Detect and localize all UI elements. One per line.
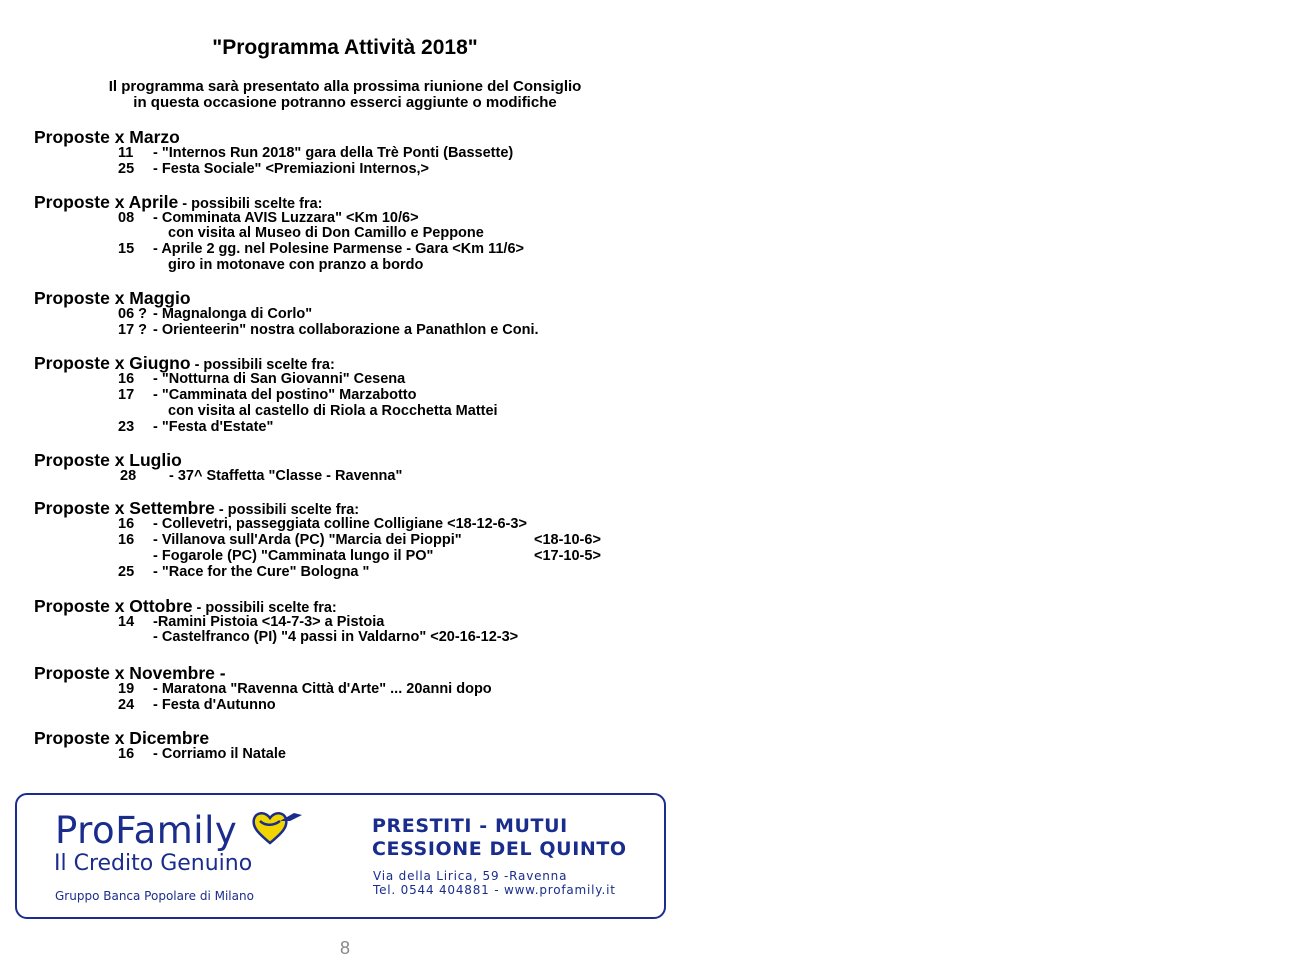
event-description: - Comminata AVIS Luzzara" <Km 10/6> [153, 209, 419, 226]
event-day: 14 [118, 613, 135, 630]
event-description: - Corriamo il Natale [153, 745, 286, 762]
event-row [34, 615, 674, 631]
services-title [372, 815, 627, 861]
event-description: - Villanova sull'Arda (PC) "Marcia dei Pioppi" [153, 532, 462, 549]
event-day: 25 [118, 160, 135, 177]
month-heading [34, 597, 674, 615]
event-day: 16 [118, 745, 135, 762]
page-number: 8 [340, 938, 351, 958]
month-heading-label: Proposte x Aprile [34, 191, 179, 212]
event-row [34, 211, 674, 227]
event-row [34, 242, 674, 258]
event-description: - "Notturna di San Giovanni" Cesena [153, 371, 406, 388]
contact-info [373, 869, 616, 897]
intro-line: in questa occasione potranno esserci aggiunte o modifiche [133, 94, 557, 111]
event-distances: <18-10-6> [534, 532, 601, 549]
month-heading-note: - possibili scelte fra: [214, 502, 360, 519]
event-description: - Castelfranco (PI) "4 passi in Valdarno" <20-16-12-3> [153, 629, 519, 646]
event-row [34, 323, 674, 339]
event-description: - "Camminata del postino" Marzabotto [153, 387, 417, 404]
month-heading [34, 451, 674, 469]
month-heading-label: Proposte x Settembre [34, 498, 215, 519]
event-row [34, 469, 674, 485]
intro-line: Il programma sarà presentato alla prossima riunione del Consiglio [108, 78, 582, 95]
month-section [34, 499, 674, 580]
event-row [34, 698, 674, 714]
event-day: 16 [118, 532, 135, 549]
event-description: con visita al castello di Riola a Rocchetta Mattei [168, 402, 498, 419]
event-description: - "Internos Run 2018" gara della Trè Ponti (Bassette) [153, 145, 514, 161]
event-description: - Collevetri, passeggiata colline Colligiane <18-12-6-3> [153, 516, 527, 533]
event-distances: <17-10-5> [534, 547, 601, 564]
brand-slogan: Il Credito Genuino [54, 851, 253, 876]
event-row [34, 388, 674, 404]
event-day: 24 [118, 696, 135, 713]
month-section [34, 451, 674, 485]
phone-web-text: Tel. 0544 404881 - www.profamily.it [373, 883, 616, 897]
event-day: 25 [118, 563, 135, 580]
month-heading-note: - possibili scelte fra: [190, 357, 335, 374]
month-section [34, 289, 674, 339]
month-section [34, 664, 674, 714]
page-title: "Programma Attività 2018" [212, 36, 478, 59]
event-description: - "Festa d'Estate" [153, 418, 274, 435]
event-description: - Festa Sociale" <Premiazioni Internos,> [153, 160, 430, 177]
event-row [34, 747, 674, 763]
event-description: - Aprile 2 gg. nel Polesine Parmense - Gara <Km 11/6> [153, 241, 524, 258]
event-row [34, 565, 674, 581]
month-section [34, 597, 674, 647]
event-row [34, 549, 674, 565]
event-day: 16 [118, 516, 135, 533]
event-row [34, 517, 674, 533]
event-description: - Orienteerin" nostra collaborazione a Panathlon e Coni. [153, 321, 539, 338]
event-row [34, 420, 674, 436]
month-section [34, 128, 674, 178]
month-heading-label: Proposte x Marzo [34, 127, 180, 147]
event-row [34, 226, 674, 242]
month-heading-label: Proposte x Luglio [34, 449, 182, 470]
month-heading [34, 128, 674, 146]
event-day: 23 [118, 418, 135, 435]
brand-logo-text: ProFamily [55, 809, 238, 852]
event-day: 06 ? [118, 305, 148, 322]
month-heading [34, 499, 674, 517]
intro-note [0, 79, 690, 111]
event-row [34, 307, 674, 323]
event-day: 15 [118, 241, 135, 258]
event-row [34, 146, 674, 162]
month-heading-label: Proposte x Novembre - [34, 663, 226, 684]
month-section [34, 193, 674, 274]
event-day: 11 [118, 145, 134, 161]
event-row [34, 162, 674, 178]
event-day: 16 [118, 371, 135, 388]
heart-logo-icon [250, 809, 306, 849]
services-line: PRESTITI - MUTUI [372, 815, 568, 837]
event-description: giro in motonave con pranzo a bordo [168, 256, 424, 273]
month-heading-note: - possibili scelte fra: [192, 599, 337, 616]
month-heading [34, 193, 674, 211]
month-section [34, 729, 674, 763]
event-day: 19 [118, 681, 135, 698]
event-description: - Festa d'Autunno [153, 696, 276, 713]
month-heading-label: Proposte x Ottobre [34, 595, 193, 616]
month-heading [34, 729, 674, 747]
services-line: CESSIONE DEL QUINTO [372, 838, 627, 860]
brand-group: Gruppo Banca Popolare di Milano [55, 889, 254, 903]
month-heading-label: Proposte x Dicembre [34, 727, 210, 748]
event-row [34, 682, 674, 698]
event-row [34, 258, 674, 274]
event-description: - Fogarole (PC) "Camminata lungo il PO" [153, 547, 434, 564]
month-heading-label: Proposte x Giugno [34, 353, 191, 374]
month-heading-label: Proposte x Maggio [34, 287, 191, 308]
event-row [34, 372, 674, 388]
event-row [34, 630, 674, 646]
month-heading [34, 354, 674, 372]
event-description: - 37^ Staffetta "Classe - Ravenna" [169, 467, 403, 484]
event-description: con visita al Museo di Don Camillo e Peppone [168, 225, 484, 242]
event-row [34, 533, 674, 549]
event-day: 17 ? [118, 321, 148, 338]
event-description: - Maratona "Ravenna Città d'Arte" ... 20anni dopo [153, 681, 492, 698]
event-description: - "Race for the Cure" Bologna " [153, 563, 370, 580]
profamily-advertisement [15, 793, 666, 919]
month-heading [34, 664, 674, 682]
event-description: -Ramini Pistoia <14-7-3> a Pistoia [153, 613, 385, 630]
proposals-list [34, 128, 674, 778]
month-section [34, 354, 674, 435]
address-text: Via della Lirica, 59 -Ravenna [373, 869, 568, 883]
event-row [34, 404, 674, 420]
event-description: - Magnalonga di Corlo" [153, 305, 313, 322]
event-day: 17 [118, 387, 135, 404]
event-day: 28 [120, 467, 137, 484]
month-heading [34, 289, 674, 307]
month-heading-note: - possibili scelte fra: [178, 195, 323, 212]
event-day: 08 [118, 209, 135, 226]
